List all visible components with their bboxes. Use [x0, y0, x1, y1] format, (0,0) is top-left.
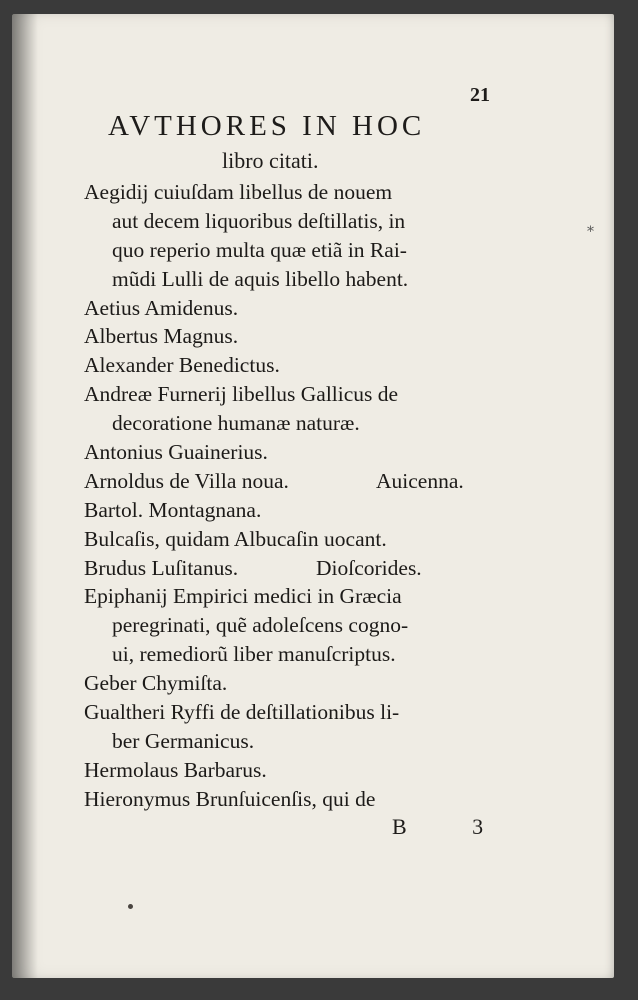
author-entry — [84, 294, 504, 323]
author-entry — [84, 496, 504, 525]
author-entry — [84, 322, 504, 351]
entry-continuation-line: quo reperio multa quæ etiã in Rai- — [112, 237, 407, 262]
author-entry — [84, 380, 504, 438]
margin-mark: * — [587, 224, 594, 240]
entry-line: Epiphanij Empirici medici in Græcia — [84, 584, 402, 609]
entry-line: Hieronymus Brunſuicenſis, qui de — [84, 786, 376, 811]
page-number: 21 — [470, 84, 490, 106]
entry-line: Aetius Amidenus. — [84, 295, 239, 320]
page-gutter-shadow — [12, 14, 38, 978]
entry-continuation-line: peregrinati, quẽ adoleſcens cogno- — [112, 613, 409, 638]
entry-continuation-line: ber Germanicus. — [112, 728, 255, 753]
entry-line: Bulcaſis, quidam Albucaſin uocant. — [84, 526, 387, 551]
author-entry — [84, 525, 504, 554]
entry-second-author: Auicenna. — [376, 468, 464, 493]
entry-line: Geber Chymiſta. — [84, 671, 228, 696]
author-entry — [84, 669, 504, 698]
ink-spot — [128, 904, 133, 909]
entry-line: Aegidij cuiuſdam libellus de nouem — [84, 180, 393, 204]
entry-continuation-line: mũdi Lulli de aquis libello habent. — [112, 266, 409, 291]
author-entry — [84, 756, 504, 785]
entry-continuation-line: decoratione humanæ naturæ. — [112, 411, 360, 436]
author-entry — [84, 582, 504, 669]
entry-line: Andreæ Furnerij libellus Gallicus de — [84, 382, 399, 407]
page-subheading: libro citati. — [222, 148, 319, 173]
author-entry — [84, 178, 504, 294]
entry-continuation-line: ui, remediorũ liber manuſcriptus. — [112, 642, 396, 667]
entry-second-author: Dioſcorides. — [316, 555, 422, 580]
entry-line: Brudus Luſitanus. Dioſcorides. — [84, 554, 504, 583]
entry-line: Gualtheri Ryffi de deſtillationibus li- — [84, 700, 400, 725]
entry-line: Bartol. Montagnana. — [84, 497, 262, 522]
book-page — [12, 14, 614, 978]
author-entry — [84, 698, 504, 756]
author-entry — [84, 467, 504, 496]
entry-line: Albertus Magnus. — [84, 324, 239, 349]
author-entry — [84, 785, 504, 814]
author-entry — [84, 351, 504, 380]
entry-line: Arnoldus de Villa noua. Auicenna. — [84, 467, 504, 496]
page-heading: AVTHORES IN HOC — [108, 110, 426, 142]
author-entry — [84, 554, 504, 583]
author-entry — [84, 438, 504, 467]
author-list — [84, 178, 504, 814]
entry-line: Alexander Benedictus. — [84, 353, 280, 378]
entry-continuation-line: aut decem liquoribus deſtillatis, in — [112, 208, 406, 233]
signature-mark: B 3 — [392, 814, 514, 839]
entry-line: Antonius Guainerius. — [84, 440, 268, 465]
entry-line: Hermolaus Barbarus. — [84, 757, 267, 782]
